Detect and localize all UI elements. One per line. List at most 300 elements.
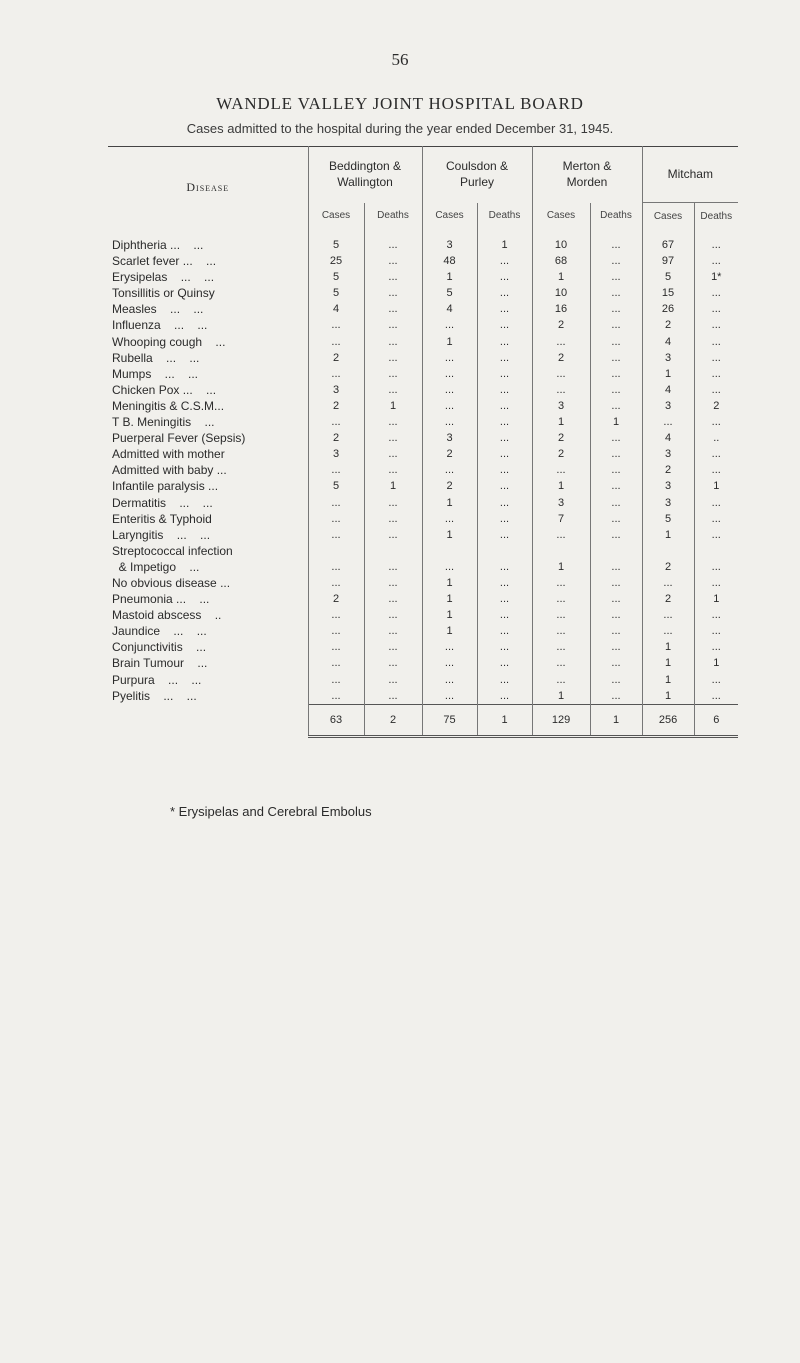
table-row	[108, 672, 738, 688]
deaths-cell: ...	[477, 607, 532, 623]
cases-cell: ...	[422, 366, 477, 382]
deaths-cell: ...	[477, 478, 532, 494]
deaths-cell: ...	[477, 672, 532, 688]
total-deaths-cell: 1	[477, 704, 532, 736]
deaths-cell: ...	[590, 269, 642, 285]
cases-cell: 4	[308, 301, 364, 317]
cases-cell: ...	[308, 672, 364, 688]
cases-cell: ...	[422, 382, 477, 398]
disease-name: No obvious disease ...	[112, 575, 231, 590]
deaths-cell: ...	[694, 527, 738, 543]
cases-cell: 26	[642, 301, 694, 317]
subheader-cases: Cases	[422, 203, 477, 230]
table-row	[108, 317, 738, 333]
deaths-cell: 2	[694, 398, 738, 414]
deaths-cell: ...	[590, 559, 642, 575]
deaths-cell: ...	[590, 301, 642, 317]
cases-cell: ...	[308, 317, 364, 333]
disease-name: Meningitis & C.S.M...	[112, 398, 225, 413]
cases-cell: 1	[532, 414, 590, 430]
disease-name: Pneumonia ... ...	[112, 592, 210, 607]
total-cases-cell: 75	[422, 704, 477, 736]
deaths-cell: ...	[590, 575, 642, 591]
total-cases-cell: 63	[308, 704, 364, 736]
disease-name: Tonsillitis or Quinsy	[112, 286, 215, 301]
page-title: WANDLE VALLEY JOINT HOSPITAL BOARD	[216, 94, 584, 113]
cases-cell	[642, 543, 694, 559]
deaths-cell: ...	[694, 462, 738, 478]
cases-cell: 1	[422, 269, 477, 285]
cases-cell: 2	[532, 350, 590, 366]
total-deaths-cell: 1	[590, 704, 642, 736]
deaths-cell: ...	[590, 350, 642, 366]
cases-cell: ...	[308, 623, 364, 639]
cases-cell: 5	[642, 511, 694, 527]
deaths-cell: 1	[694, 478, 738, 494]
cases-cell: ...	[308, 414, 364, 430]
cases-cell: 2	[422, 446, 477, 462]
deaths-cell: ...	[477, 366, 532, 382]
deaths-cell: ...	[590, 655, 642, 671]
deaths-cell: ...	[364, 253, 422, 269]
deaths-cell	[477, 543, 532, 559]
cases-cell: ...	[422, 639, 477, 655]
cases-cell: 4	[642, 430, 694, 446]
deaths-cell: ...	[364, 591, 422, 607]
cases-cell: ...	[422, 688, 477, 705]
cases-cell: 7	[532, 511, 590, 527]
cases-cell: 1	[422, 623, 477, 639]
deaths-cell: ...	[477, 639, 532, 655]
table-row	[108, 527, 738, 543]
cases-cell: 5	[308, 269, 364, 285]
deaths-cell	[694, 543, 738, 559]
disease-name: Scarlet fever ... ...	[112, 254, 217, 269]
disease-name: Dermatitis ... ...	[112, 495, 213, 510]
disease-name: T B. Meningitis ...	[112, 415, 215, 430]
cases-cell	[532, 543, 590, 559]
table-row	[108, 285, 738, 301]
cases-cell: 4	[642, 382, 694, 398]
cases-cell: ...	[308, 688, 364, 705]
cases-cell: 3	[642, 495, 694, 511]
cases-cell: ...	[422, 317, 477, 333]
cases-cell: ...	[422, 350, 477, 366]
deaths-cell: ...	[364, 301, 422, 317]
cases-cell: ...	[532, 462, 590, 478]
disease-name: Conjunctivitis ...	[112, 640, 207, 655]
deaths-cell: ...	[364, 559, 422, 575]
cases-cell: ...	[532, 639, 590, 655]
deaths-cell: ...	[590, 511, 642, 527]
page-subtitle: Cases admitted to the hospital during the year ended December 31, 1945.	[186, 121, 614, 136]
deaths-cell: ...	[590, 688, 642, 705]
disease-name: Streptococcal infection	[112, 543, 233, 558]
cases-cell: ...	[642, 623, 694, 639]
disease-name: Jaundice ... ...	[112, 624, 207, 639]
cases-cell: 2	[642, 559, 694, 575]
cases-cell: 3	[642, 350, 694, 366]
district-header-coulsdon: Coulsdon & Purley	[422, 146, 532, 203]
cases-cell: 1	[642, 672, 694, 688]
cases-cell: 4	[422, 301, 477, 317]
cases-cell: ...	[532, 334, 590, 350]
cases-cell: 25	[308, 253, 364, 269]
deaths-cell: 1	[590, 414, 642, 430]
cases-cell: 1	[642, 527, 694, 543]
cases-cell: 16	[532, 301, 590, 317]
table-row	[108, 229, 738, 253]
cases-cell: 1	[532, 688, 590, 705]
cases-cell: 15	[642, 285, 694, 301]
table-row	[108, 269, 738, 285]
disease-name: Chicken Pox ... ...	[112, 382, 217, 397]
cases-cell: 1	[422, 575, 477, 591]
deaths-cell: 1	[364, 398, 422, 414]
table-body	[108, 229, 738, 736]
disease-name: Mastoid abscess ..	[112, 608, 222, 623]
deaths-cell: ...	[477, 495, 532, 511]
deaths-cell: ...	[590, 398, 642, 414]
deaths-cell: ...	[364, 607, 422, 623]
deaths-cell: ...	[590, 639, 642, 655]
deaths-cell: ...	[364, 317, 422, 333]
table-row	[108, 688, 738, 705]
total-cases-cell: 129	[532, 704, 590, 736]
cases-cell: ...	[422, 398, 477, 414]
deaths-cell: ...	[590, 382, 642, 398]
table-row	[108, 334, 738, 350]
deaths-cell: ...	[477, 591, 532, 607]
table-row	[108, 623, 738, 639]
deaths-cell: ...	[694, 446, 738, 462]
deaths-cell	[364, 543, 422, 559]
cases-cell: 3	[642, 446, 694, 462]
cases-cell: 48	[422, 253, 477, 269]
deaths-cell: ...	[694, 623, 738, 639]
cases-cell: ...	[308, 639, 364, 655]
deaths-cell: ...	[590, 462, 642, 478]
deaths-cell: ...	[477, 253, 532, 269]
subheader-deaths: Deaths	[477, 203, 532, 230]
deaths-cell: ...	[364, 350, 422, 366]
deaths-cell: ...	[590, 317, 642, 333]
cases-cell: 1	[642, 688, 694, 705]
deaths-cell: ...	[477, 350, 532, 366]
cases-cell: ...	[642, 575, 694, 591]
deaths-cell: ...	[364, 527, 422, 543]
table-row	[108, 478, 738, 494]
totals-row	[108, 704, 738, 736]
cases-cell: 5	[308, 478, 364, 494]
totals-label-blank	[108, 704, 308, 736]
cases-cell: 2	[642, 317, 694, 333]
deaths-cell: ...	[477, 285, 532, 301]
cases-cell: ...	[308, 366, 364, 382]
deaths-cell: ...	[590, 229, 642, 253]
deaths-cell: ...	[364, 688, 422, 705]
cases-cell: 5	[642, 269, 694, 285]
cases-cell: 2	[532, 446, 590, 462]
deaths-cell: ...	[590, 607, 642, 623]
cases-cell: ...	[532, 623, 590, 639]
cases-cell: 1	[642, 366, 694, 382]
deaths-cell: ...	[364, 639, 422, 655]
cases-cell: ...	[422, 655, 477, 671]
total-deaths-cell: 2	[364, 704, 422, 736]
subheader-cases: Cases	[532, 203, 590, 230]
deaths-cell: ...	[694, 382, 738, 398]
deaths-cell: 1	[364, 478, 422, 494]
cases-cell: 1	[532, 269, 590, 285]
deaths-cell: ...	[477, 527, 532, 543]
deaths-cell: ...	[694, 253, 738, 269]
cases-cell: 3	[642, 398, 694, 414]
disease-name: Enteritis & Typhoid	[112, 511, 212, 526]
deaths-cell: 1	[694, 591, 738, 607]
deaths-cell: ...	[477, 334, 532, 350]
cases-cell: ...	[532, 575, 590, 591]
deaths-cell: ...	[477, 317, 532, 333]
deaths-cell: ...	[477, 462, 532, 478]
total-deaths-cell: 6	[694, 704, 738, 736]
table-row	[108, 446, 738, 462]
disease-name: Purpura ... ...	[112, 672, 202, 687]
admissions-table-container	[108, 146, 738, 738]
deaths-cell: ...	[590, 366, 642, 382]
disease-name: & Impetigo ...	[112, 559, 200, 574]
deaths-cell: ...	[694, 350, 738, 366]
deaths-cell: ...	[364, 446, 422, 462]
deaths-cell: ...	[364, 414, 422, 430]
cases-cell: 10	[532, 229, 590, 253]
cases-cell	[308, 543, 364, 559]
deaths-cell: ...	[590, 446, 642, 462]
cases-cell: ...	[642, 607, 694, 623]
disease-name: Infantile paralysis ...	[112, 479, 219, 494]
deaths-cell: ...	[694, 334, 738, 350]
cases-cell: 1	[532, 478, 590, 494]
cases-cell: ...	[308, 559, 364, 575]
deaths-cell: 1*	[694, 269, 738, 285]
cases-cell: ...	[308, 462, 364, 478]
table-row	[108, 559, 738, 575]
deaths-cell: ...	[477, 269, 532, 285]
cases-cell: 2	[642, 591, 694, 607]
deaths-cell: ..	[694, 430, 738, 446]
deaths-cell: ...	[590, 285, 642, 301]
table-row	[108, 495, 738, 511]
cases-cell: 3	[308, 446, 364, 462]
cases-cell: 3	[532, 495, 590, 511]
deaths-cell: ...	[694, 495, 738, 511]
table-row	[108, 639, 738, 655]
table-row	[108, 382, 738, 398]
deaths-cell: ...	[477, 655, 532, 671]
deaths-cell: ...	[694, 285, 738, 301]
table-row	[108, 301, 738, 317]
cases-cell: 1	[642, 639, 694, 655]
deaths-cell: ...	[694, 575, 738, 591]
total-cases-cell: 256	[642, 704, 694, 736]
cases-cell: ...	[308, 655, 364, 671]
deaths-cell: ...	[694, 366, 738, 382]
disease-name: Erysipelas ... ...	[112, 270, 215, 285]
deaths-cell: ...	[694, 317, 738, 333]
cases-cell: 5	[422, 285, 477, 301]
cases-cell: 3	[532, 398, 590, 414]
deaths-cell: ...	[590, 527, 642, 543]
deaths-cell: ...	[694, 688, 738, 705]
deaths-cell: ...	[694, 559, 738, 575]
deaths-cell: ...	[364, 285, 422, 301]
cases-cell: ...	[532, 382, 590, 398]
deaths-cell: ...	[694, 414, 738, 430]
deaths-cell: ...	[364, 229, 422, 253]
cases-cell: ...	[532, 607, 590, 623]
deaths-cell: ...	[364, 462, 422, 478]
table-row	[108, 414, 738, 430]
deaths-cell: ...	[590, 495, 642, 511]
table-row	[108, 607, 738, 623]
cases-cell: 1	[422, 334, 477, 350]
deaths-cell: ...	[477, 559, 532, 575]
deaths-cell: 1	[694, 655, 738, 671]
cases-cell: 2	[642, 462, 694, 478]
cases-cell: 5	[308, 285, 364, 301]
subheader-deaths: Deaths	[590, 203, 642, 230]
deaths-cell: ...	[364, 269, 422, 285]
table-row	[108, 350, 738, 366]
cases-cell: 3	[642, 478, 694, 494]
cases-cell: ...	[422, 462, 477, 478]
footnote: * Erysipelas and Cerebral Embolus	[170, 804, 372, 819]
cases-cell: 2	[422, 478, 477, 494]
deaths-cell: ...	[477, 446, 532, 462]
cases-cell: ...	[532, 672, 590, 688]
deaths-cell: ...	[477, 398, 532, 414]
cases-cell: ...	[422, 559, 477, 575]
deaths-cell: ...	[477, 511, 532, 527]
table-row	[108, 398, 738, 414]
deaths-cell: ...	[590, 253, 642, 269]
deaths-cell: ...	[477, 414, 532, 430]
cases-cell: 3	[308, 382, 364, 398]
deaths-cell: ...	[364, 623, 422, 639]
cases-cell: 1	[532, 559, 590, 575]
disease-column-header: Disease	[186, 180, 230, 194]
page-number: 56	[391, 50, 409, 69]
cases-cell: 10	[532, 285, 590, 301]
cases-cell: ...	[308, 607, 364, 623]
cases-cell: ...	[422, 672, 477, 688]
deaths-cell: ...	[364, 655, 422, 671]
subheader-cases: Cases	[642, 203, 694, 230]
cases-cell: 3	[422, 229, 477, 253]
disease-name: Measles ... ...	[112, 302, 204, 317]
table-row	[108, 543, 738, 559]
table-row	[108, 655, 738, 671]
deaths-cell: ...	[364, 495, 422, 511]
table-row	[108, 591, 738, 607]
disease-name: Laryngitis ... ...	[112, 527, 211, 542]
deaths-cell: ...	[364, 382, 422, 398]
deaths-cell: ...	[477, 301, 532, 317]
cases-cell: 2	[308, 430, 364, 446]
deaths-cell: ...	[590, 334, 642, 350]
cases-cell: 1	[422, 591, 477, 607]
disease-name: Rubella ... ...	[112, 350, 200, 365]
disease-name: Admitted with mother	[112, 447, 225, 462]
cases-cell: 67	[642, 229, 694, 253]
cases-cell: ...	[532, 655, 590, 671]
subheader-cases: Cases	[308, 203, 364, 230]
cases-cell: ...	[532, 527, 590, 543]
deaths-cell: ...	[694, 511, 738, 527]
admissions-table	[108, 146, 738, 738]
deaths-cell: ...	[694, 607, 738, 623]
cases-cell: 2	[308, 350, 364, 366]
disease-name: Whooping cough ...	[112, 334, 226, 349]
cases-cell: ...	[532, 591, 590, 607]
cases-cell: 1	[422, 495, 477, 511]
cases-cell: 2	[532, 317, 590, 333]
disease-name: Pyelitis ... ...	[112, 688, 197, 703]
deaths-cell: ...	[477, 575, 532, 591]
cases-cell: ...	[308, 511, 364, 527]
cases-cell: 1	[422, 607, 477, 623]
cases-cell	[422, 543, 477, 559]
deaths-cell: ...	[477, 623, 532, 639]
disease-name: Influenza ... ...	[112, 318, 208, 333]
cases-cell: ...	[642, 414, 694, 430]
cases-cell: 97	[642, 253, 694, 269]
cases-cell: 2	[308, 591, 364, 607]
deaths-cell: ...	[364, 511, 422, 527]
deaths-cell: ...	[694, 229, 738, 253]
cases-cell: 1	[642, 655, 694, 671]
table-row	[108, 462, 738, 478]
deaths-cell: ...	[590, 623, 642, 639]
deaths-cell: ...	[590, 478, 642, 494]
deaths-cell: ...	[590, 430, 642, 446]
table-row	[108, 430, 738, 446]
cases-cell: ...	[308, 495, 364, 511]
table-row	[108, 511, 738, 527]
disease-name: Admitted with baby ...	[112, 463, 227, 478]
district-header-mitcham: Mitcham	[642, 146, 738, 203]
cases-cell: ...	[308, 527, 364, 543]
deaths-cell: ...	[477, 688, 532, 705]
district-header-merton: Merton & Morden	[532, 146, 642, 203]
cases-cell: 2	[308, 398, 364, 414]
deaths-cell: 1	[477, 229, 532, 253]
deaths-cell: ...	[477, 382, 532, 398]
cases-cell: ...	[532, 366, 590, 382]
deaths-cell	[590, 543, 642, 559]
table-row	[108, 575, 738, 591]
disease-name: Puerperal Fever (Sepsis)	[112, 431, 246, 446]
cases-cell: 5	[308, 229, 364, 253]
deaths-cell: ...	[694, 672, 738, 688]
deaths-cell: ...	[694, 639, 738, 655]
cases-cell: 4	[642, 334, 694, 350]
deaths-cell: ...	[364, 575, 422, 591]
cases-cell: ...	[422, 511, 477, 527]
deaths-cell: ...	[590, 591, 642, 607]
cases-cell: 3	[422, 430, 477, 446]
deaths-cell: ...	[364, 430, 422, 446]
